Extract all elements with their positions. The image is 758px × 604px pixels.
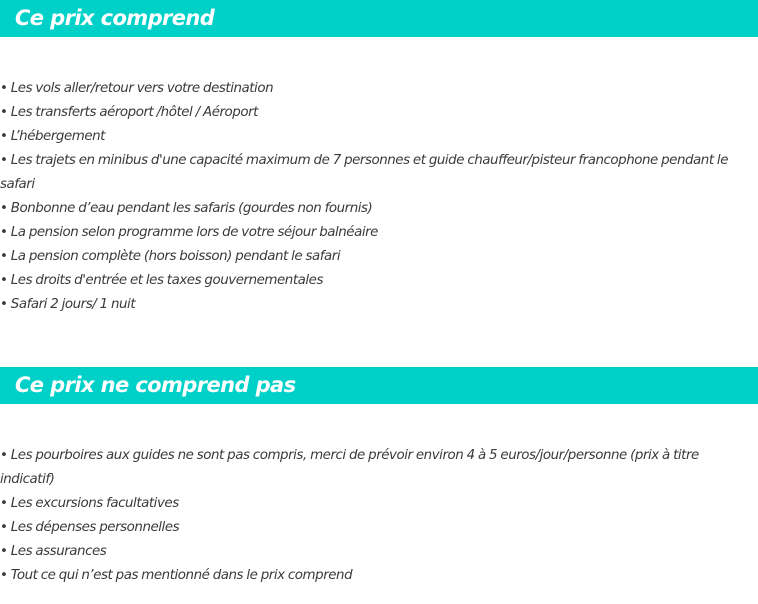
bullet-icon: • (0, 273, 8, 288)
bullet-icon: • (0, 568, 8, 583)
list-item-text: Safari 2 jours/ 1 nuit (10, 297, 136, 312)
list-item-text: Tout ce qui n’est pas mentionné dans le prix comprend (10, 568, 353, 583)
bullet-icon: • (0, 520, 8, 535)
list-item-text: Les assurances (10, 544, 107, 559)
bullet-icon: • (0, 201, 8, 216)
bullet-icon: • (0, 496, 8, 511)
list-item (0, 149, 745, 197)
bullet-icon: • (0, 225, 8, 240)
list-item (0, 77, 745, 101)
section-title-not-included: Ce prix ne comprend pas (15, 373, 296, 397)
list-item (0, 101, 745, 125)
section-title-included: Ce prix comprend (15, 6, 215, 30)
bullet-icon: • (0, 81, 8, 96)
list-item-text: Les pourboires aux guides ne sont pas compris, merci de prévoir environ 4 à 5 euros/jour/personne (prix à titre indicatif) (0, 448, 699, 487)
list-item-text: Les transferts aéroport /hôtel / Aéroport (10, 105, 258, 120)
list-item-text: Les vols aller/retour vers votre destination (10, 81, 274, 96)
list-item (0, 516, 745, 540)
list-item-text: Les droits d'entrée et les taxes gouvernementales (10, 273, 323, 288)
section-header-not-included (0, 367, 758, 404)
included-list (0, 77, 745, 317)
bullet-icon: • (0, 448, 8, 463)
bullet-icon: • (0, 544, 8, 559)
list-item (0, 197, 745, 221)
bullet-icon: • (0, 129, 8, 144)
not-included-list (0, 444, 745, 588)
list-item-text: Les excursions facultatives (10, 496, 179, 511)
list-item (0, 293, 745, 317)
bullet-icon: • (0, 105, 8, 120)
list-item (0, 564, 745, 588)
section-header-included (0, 0, 758, 37)
list-item (0, 269, 745, 293)
list-item (0, 540, 745, 564)
list-item-text: Bonbonne d’eau pendant les safaris (gourdes non fournis) (10, 201, 373, 216)
list-item (0, 221, 745, 245)
list-item-text: Les trajets en minibus d'une capacité maximum de 7 personnes et guide chauffeur/pisteur francophone pendant le safari (0, 153, 728, 192)
list-item-text: La pension complète (hors boisson) pendant le safari (10, 249, 341, 264)
list-item (0, 125, 745, 149)
list-item-text: La pension selon programme lors de votre séjour balnéaire (10, 225, 378, 240)
list-item-text: L’hébergement (10, 129, 105, 144)
bullet-icon: • (0, 153, 8, 168)
bullet-icon: • (0, 249, 8, 264)
list-item (0, 492, 745, 516)
bullet-icon: • (0, 297, 8, 312)
list-item (0, 444, 745, 492)
list-item-text: Les dépenses personnelles (10, 520, 180, 535)
list-item (0, 245, 745, 269)
